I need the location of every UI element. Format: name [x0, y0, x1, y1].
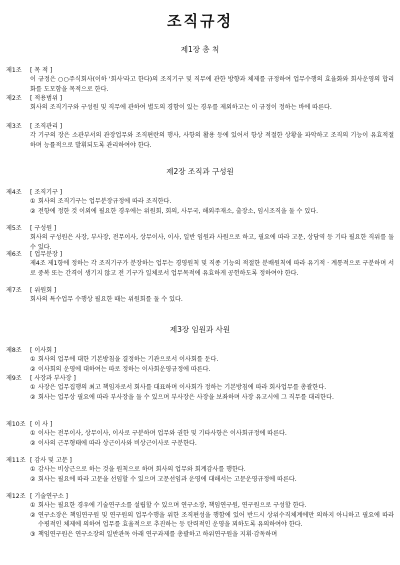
article-8: [6, 346, 394, 374]
article-number: 제11조: [6, 457, 26, 464]
article-item: [6, 393, 394, 402]
item-text: 회사의 업무에 대한 기본방침을 결정하는 기관으로서 이사회를 둔다.: [38, 356, 219, 364]
item-text: 연구소장은 책임연구원 및 연구원의 업무수행을 위한 조직편성을 행함에 있어 반드시 상위수직체계에만 의하지 아니하고 필요에 따라 수평적인 체제에 의하여 업무를 효율적으로 추진하는 등 탄력적인 운영을 꾀하도록 유의하여야 한다.: [38, 511, 394, 529]
article-heading: [ 조직관리 ]: [30, 123, 63, 130]
article-number: 제4조: [6, 189, 22, 196]
item-marker: ②: [30, 365, 36, 373]
article-heading: [ 위원회 ]: [30, 287, 57, 294]
article-item: [6, 429, 394, 438]
article-number: 제7조: [6, 287, 22, 294]
article-heading: [ 업무분장 ]: [30, 251, 63, 258]
article-heading: [ 기술연구소 ]: [30, 493, 69, 500]
article-9: [6, 374, 394, 402]
article-heading: [ 이 사 ]: [30, 421, 53, 428]
article-heading: [ 감사 및 고문 ]: [30, 457, 72, 464]
document-title: 조직규정: [167, 12, 233, 30]
article-11: [6, 456, 394, 484]
article-item: [6, 383, 394, 392]
item-text: 회사의 조직기구는 업무분장규정에 따라 조직한다.: [38, 198, 172, 206]
article-item: [6, 439, 394, 448]
article-body: 회사의 구성원은 사장, 부사장, 전무이사, 상무이사, 이사, 일반 임원과 사원으로 하고, 필요에 따라 고문, 상담역 등 기타 필요한 직위를 둘 수 있다.: [30, 234, 394, 251]
article-heading: [ 목 적 ]: [30, 67, 53, 74]
article-heading: [ 사장과 부사장 ]: [30, 375, 76, 382]
article-item: [6, 365, 394, 374]
item-text: 회사는 업무상 필요에 따라 부사장을 둘 수 있으며 부사장은 사장을 보좌하며 사장 유고시에 그 직무를 대리한다.: [38, 393, 334, 401]
article-body: 회사의 특수업무 수행상 필요한 때는 위원회를 둘 수 있다.: [30, 296, 183, 304]
item-text: 이사회의 운영에 대하여는 따로 정하는 이사회운영규정에 따른다.: [38, 365, 211, 373]
article-item: [6, 501, 394, 510]
article-number: 제8조: [6, 347, 22, 354]
article-number: 제9조: [6, 375, 22, 382]
article-3: [6, 122, 394, 150]
chapter-1-title: 제1장 총 칙: [180, 45, 220, 54]
article-heading: [ 적용범위 ]: [30, 95, 63, 102]
item-marker: ①: [30, 502, 36, 510]
article-4: [6, 188, 394, 216]
article-number: 제12조: [6, 493, 26, 500]
article-6: [6, 250, 394, 278]
item-marker: ①: [30, 198, 36, 206]
article-heading: [ 조직기구 ]: [30, 189, 63, 196]
article-number: 제1조: [6, 67, 22, 74]
article-2: [6, 94, 394, 113]
item-marker: ①: [30, 466, 36, 474]
article-1: [6, 66, 394, 94]
item-marker: ②: [30, 475, 36, 483]
item-text: 회사는 필요한 경우에 기술연구소를 설립할 수 있으며 연구소장, 책임연구원, 연구원으로 구성할 한다.: [38, 502, 307, 510]
article-item: [6, 207, 394, 216]
item-text: 이사는 전무이사, 상무이사, 이사로 구분하며 업무와 권한 및 기타사항은 이사회규정에 따른다.: [38, 430, 287, 438]
article-item: [6, 530, 394, 539]
article-5: [6, 224, 394, 252]
item-text: 책임연구원은 연구소장의 일반관독 아래 연구과제를 총괄하고 하위연구원을 지휘·감독하며: [38, 530, 278, 538]
article-body: 각 기구의 장은 소관부서의 관장업무와 조직편란의 행사, 사항의 활용 등에 있어서 항상 적절한 상황을 파악하고 조직의 기능이 유효적절하며 능률적으로 발휘되도록 관리하여야 한다.: [30, 132, 394, 149]
item-marker: ②: [30, 511, 36, 519]
article-number: 제2조: [6, 95, 22, 102]
item-text: 전항에 정한 것 이외에 필요한 경우에는 위원회, 회의, 사무국, 해외주재소, 출장소, 임시조직을 둘 수 있다.: [38, 207, 319, 215]
article-item: [6, 465, 394, 474]
item-marker: ②: [30, 439, 36, 447]
item-marker: ③: [30, 530, 36, 538]
article-number: 제10조: [6, 421, 26, 428]
article-item: [6, 475, 394, 484]
article-item: [6, 355, 394, 364]
article-item: [6, 511, 394, 530]
item-text: 회사는 필요에 따라 고문을 선임할 수 있으며 고문선임과 운영에 대해서는 고문운영규정에 따른다.: [38, 475, 297, 483]
article-heading: [ 이사회 ]: [30, 347, 57, 354]
article-10: [6, 420, 394, 448]
item-marker: ①: [30, 430, 36, 438]
item-marker: ①: [30, 384, 36, 392]
article-number: 제3조: [6, 123, 22, 130]
article-body: 이 규정은 ○○주식회사(이하 '회사'라고 한다)의 조직기구 및 직무에 관한 방향과 체제를 규정하여 업무수행의 효율화와 회사운영의 합리화를 도모함을 목적으로 한다.: [30, 76, 394, 93]
item-text: 사장은 업무집행의 최고 책임자로서 회사를 대표하며 이사회가 정하는 기본방침에 따라 회사업무를 총괄한다.: [38, 384, 327, 392]
article-heading: [ 구성원 ]: [30, 225, 57, 232]
item-text: 이사의 근무형태에 따라 상근이사와 비상근이사로 구분한다.: [38, 439, 197, 447]
article-number: 제6조: [6, 251, 22, 258]
item-marker: ②: [30, 207, 36, 215]
article-12: [6, 492, 394, 539]
article-item: [6, 197, 394, 206]
item-marker: ①: [30, 356, 36, 364]
item-text: 감사는 비상근으로 하는 것을 원칙으로 하며 회사의 업무와 회계감사를 행한다.: [38, 466, 246, 474]
article-body: 제4조 제1항에 정하는 각 조직기구가 분장하는 업무는 경영원칙 및 직종 기능의 적절한 분배원칙에 따라 유기적 · 계통적으로 구분하며 서로 중복 또는 간격이 생기지 않고 전 기구가 일체로서 업무목적에 유효하게 공헌하도록 정하여야 한다.: [30, 260, 394, 277]
chapter-3-title: 제3장 임원과 사원: [169, 325, 231, 334]
article-7: [6, 286, 394, 305]
article-body: 회사의 조직기구와 구성원 및 직무에 관하여 별도의 경함이 있는 경우를 제외하고는 이 규정이 정하는 바에 따른다.: [30, 104, 332, 112]
item-marker: ②: [30, 393, 36, 401]
chapter-2-title: 제2장 조직과 구성원: [166, 167, 234, 176]
article-number: 제5조: [6, 225, 22, 232]
